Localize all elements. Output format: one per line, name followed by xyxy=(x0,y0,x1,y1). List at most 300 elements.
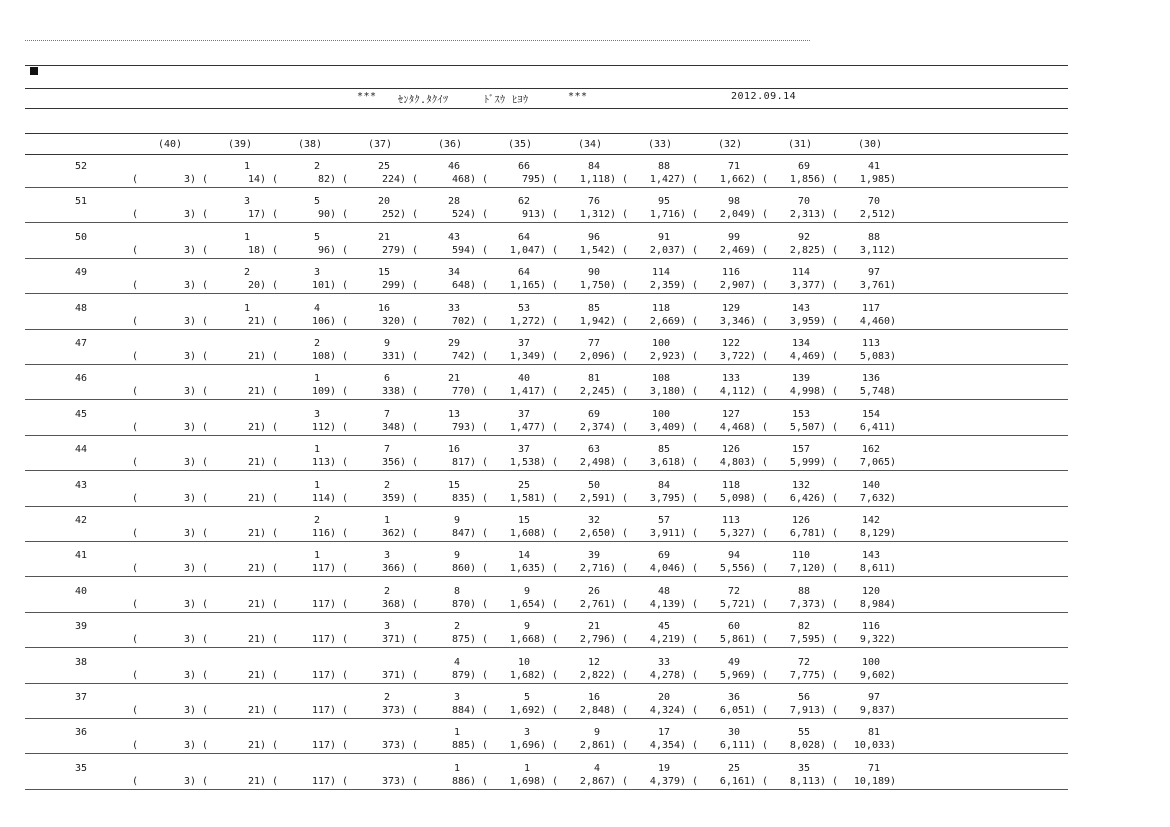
count-value: 25 xyxy=(517,479,530,491)
paren-close: ) xyxy=(260,740,267,752)
paren-close: ) xyxy=(820,669,827,681)
cumulative-value xyxy=(832,316,902,327)
cumulative-number: 835 xyxy=(451,492,471,504)
count-value: 36 xyxy=(727,692,740,703)
count-value: 69 xyxy=(797,161,810,172)
cumulative-number: 2,096 xyxy=(579,351,611,362)
paren-close: ) xyxy=(680,315,687,327)
paren-close: ) xyxy=(820,244,827,256)
paren-close: ) xyxy=(400,634,407,646)
paren-close: ) xyxy=(330,563,337,575)
paren-close: ) xyxy=(330,280,337,292)
count-value: 57 xyxy=(657,515,670,526)
paren-open: ( xyxy=(342,669,349,681)
paren-open: ( xyxy=(342,775,349,787)
cumulative-number: 2,591 xyxy=(579,492,611,504)
cumulative-number: 793 xyxy=(451,421,471,433)
paren-open: ( xyxy=(202,386,209,398)
cumulative-number: 1,716 xyxy=(649,209,681,221)
count-value: 5 xyxy=(523,692,530,703)
cumulative-value xyxy=(132,457,202,468)
paren-close: ) xyxy=(260,457,267,469)
cumulative-value xyxy=(202,422,272,433)
paren-close: ) xyxy=(470,457,477,469)
cumulative-number: 795 xyxy=(521,174,541,185)
cumulative-value xyxy=(482,457,552,468)
report-subtitle: ﾄﾞｽｳ ﾋﾖｳ xyxy=(484,95,529,106)
row-rule xyxy=(25,187,1068,188)
count-value: 97 xyxy=(867,692,880,703)
paren-open: ( xyxy=(202,740,209,752)
cumulative-number: 5,507 xyxy=(789,421,821,433)
count-value: 9 xyxy=(523,621,530,633)
cumulative-value xyxy=(762,528,832,539)
cumulative-value xyxy=(622,634,692,645)
count-value: 16 xyxy=(447,444,460,456)
row-rule xyxy=(25,576,1068,577)
paren-close: ) xyxy=(610,280,617,292)
cumulative-number: 21 xyxy=(247,634,261,646)
cumulative-value xyxy=(202,386,272,397)
cumulative-number: 468 xyxy=(451,174,471,185)
count-value: 3 xyxy=(523,727,530,739)
paren-open: ( xyxy=(552,740,559,752)
paren-close: ) xyxy=(890,563,897,575)
paren-open: ( xyxy=(342,280,349,292)
cumulative-value xyxy=(272,740,342,751)
cumulative-value xyxy=(132,174,202,185)
paren-close: ) xyxy=(330,315,337,327)
paren-close: ) xyxy=(190,244,197,256)
cumulative-number: 10,189 xyxy=(853,775,891,787)
cumulative-value xyxy=(622,563,692,574)
count-value: 84 xyxy=(587,161,600,172)
paren-close: ) xyxy=(680,740,687,752)
cumulative-value xyxy=(132,209,202,220)
cumulative-number: 2,923 xyxy=(649,351,681,362)
cumulative-value xyxy=(832,422,902,433)
count-value: 43 xyxy=(447,231,460,243)
cumulative-value xyxy=(762,457,832,468)
paren-open: ( xyxy=(132,705,139,716)
paren-open: ( xyxy=(762,669,769,681)
row-rule xyxy=(25,753,1068,754)
paren-close: ) xyxy=(190,563,197,575)
paren-open: ( xyxy=(202,528,209,539)
cumulative-number: 1,654 xyxy=(509,598,541,610)
cumulative-number: 885 xyxy=(451,740,471,752)
cumulative-value xyxy=(202,670,272,681)
cumulative-value xyxy=(272,245,342,256)
paren-close: ) xyxy=(750,457,757,469)
count-value: 2 xyxy=(313,338,320,349)
paren-close: ) xyxy=(890,740,897,752)
cumulative-value xyxy=(202,351,272,362)
cumulative-value xyxy=(832,776,902,787)
paren-open: ( xyxy=(622,563,629,575)
paren-open: ( xyxy=(622,386,629,398)
cumulative-value xyxy=(692,493,762,504)
paren-close: ) xyxy=(540,563,547,575)
cumulative-number: 1,682 xyxy=(509,669,541,681)
paren-close: ) xyxy=(470,315,477,327)
paren-open: ( xyxy=(412,634,419,646)
paren-open: ( xyxy=(692,244,699,256)
paren-close: ) xyxy=(400,740,407,752)
cumulative-value xyxy=(412,705,482,716)
count-value: 2 xyxy=(453,621,460,633)
cumulative-value xyxy=(762,776,832,787)
count-value: 20 xyxy=(657,692,670,703)
count-value: 88 xyxy=(867,231,880,243)
paren-open: ( xyxy=(552,775,559,787)
count-value: 9 xyxy=(523,585,530,597)
count-value: 3 xyxy=(243,196,250,208)
count-value: 95 xyxy=(657,196,670,208)
count-value: 81 xyxy=(867,727,880,739)
paren-close: ) xyxy=(330,740,337,752)
paren-open: ( xyxy=(622,634,629,646)
cumulative-number: 117 xyxy=(311,740,331,752)
paren-open: ( xyxy=(692,280,699,292)
cumulative-number: 366 xyxy=(381,563,401,575)
count-value: 37 xyxy=(517,338,530,349)
paren-open: ( xyxy=(692,421,699,433)
cumulative-number: 371 xyxy=(381,669,401,681)
cumulative-number: 847 xyxy=(451,528,471,539)
count-value: 15 xyxy=(447,479,460,491)
cumulative-value xyxy=(342,280,412,291)
paren-open: ( xyxy=(762,528,769,539)
cumulative-number: 4,139 xyxy=(649,598,681,610)
cumulative-number: 1,668 xyxy=(509,634,541,646)
count-value: 7 xyxy=(383,444,390,456)
cumulative-value xyxy=(272,670,342,681)
cumulative-number: 5,327 xyxy=(719,528,751,539)
cumulative-value xyxy=(412,351,482,362)
count-value: 85 xyxy=(587,302,600,314)
cumulative-value xyxy=(832,599,902,610)
cumulative-value xyxy=(132,528,202,539)
cumulative-value xyxy=(832,634,902,645)
count-value: 5 xyxy=(313,231,320,243)
cumulative-value xyxy=(482,316,552,327)
paren-open: ( xyxy=(692,315,699,327)
cumulative-number: 356 xyxy=(381,457,401,469)
cumulative-value xyxy=(622,245,692,256)
cumulative-value xyxy=(272,634,342,645)
paren-close: ) xyxy=(540,421,547,433)
cumulative-value xyxy=(342,245,412,256)
cumulative-number: 5,083 xyxy=(859,351,891,362)
paren-open: ( xyxy=(692,209,699,221)
paren-open: ( xyxy=(552,634,559,646)
cumulative-number: 5,861 xyxy=(719,634,751,646)
paren-open: ( xyxy=(272,740,279,752)
count-value: 62 xyxy=(517,196,530,208)
cumulative-value xyxy=(482,493,552,504)
paren-close: ) xyxy=(260,315,267,327)
count-value: 69 xyxy=(587,408,600,420)
cumulative-value xyxy=(412,174,482,185)
cumulative-value xyxy=(832,705,902,716)
paren-close: ) xyxy=(470,598,477,610)
row-label: 41 xyxy=(75,550,88,562)
cumulative-number: 112 xyxy=(311,421,331,433)
paren-close: ) xyxy=(680,528,687,539)
cumulative-value xyxy=(762,740,832,751)
cumulative-number: 96 xyxy=(317,244,331,256)
cumulative-number: 8,984 xyxy=(859,598,891,610)
cumulative-value xyxy=(552,563,622,574)
paren-open: ( xyxy=(692,351,699,362)
paren-close: ) xyxy=(750,421,757,433)
cumulative-number: 3,346 xyxy=(719,315,751,327)
paren-open: ( xyxy=(132,634,139,646)
paren-open: ( xyxy=(762,492,769,504)
cumulative-number: 5,969 xyxy=(719,669,751,681)
count-value: 136 xyxy=(861,373,880,385)
count-value: 25 xyxy=(377,161,390,172)
paren-close: ) xyxy=(190,457,197,469)
paren-close: ) xyxy=(190,386,197,398)
paren-close: ) xyxy=(260,598,267,610)
cumulative-number: 2,245 xyxy=(579,386,611,398)
count-value: 2 xyxy=(383,692,390,703)
paren-close: ) xyxy=(610,386,617,398)
cumulative-value xyxy=(202,776,272,787)
paren-open: ( xyxy=(272,351,279,362)
paren-close: ) xyxy=(190,492,197,504)
paren-open: ( xyxy=(692,634,699,646)
paren-open: ( xyxy=(832,244,839,256)
cumulative-number: 1,165 xyxy=(509,280,541,292)
count-value: 113 xyxy=(861,338,880,349)
paren-open: ( xyxy=(552,598,559,610)
count-value: 116 xyxy=(861,621,880,633)
cumulative-number: 3,409 xyxy=(649,421,681,433)
count-value: 1 xyxy=(523,762,530,774)
cumulative-number: 1,635 xyxy=(509,563,541,575)
cumulative-value xyxy=(412,422,482,433)
count-value: 118 xyxy=(651,302,670,314)
count-value: 53 xyxy=(517,302,530,314)
count-value: 157 xyxy=(791,444,810,456)
count-value: 88 xyxy=(797,585,810,597)
count-value: 2 xyxy=(383,479,390,491)
paren-open: ( xyxy=(202,209,209,221)
count-value: 134 xyxy=(791,338,810,349)
cumulative-number: 2,049 xyxy=(719,209,751,221)
cumulative-value xyxy=(132,386,202,397)
paren-open: ( xyxy=(272,244,279,256)
row-rule xyxy=(25,435,1068,436)
paren-close: ) xyxy=(470,386,477,398)
cumulative-value xyxy=(832,563,902,574)
cumulative-number: 884 xyxy=(451,705,471,716)
paren-open: ( xyxy=(552,457,559,469)
paren-close: ) xyxy=(610,563,617,575)
count-value: 143 xyxy=(861,550,880,562)
paren-close: ) xyxy=(750,563,757,575)
row-rule xyxy=(25,718,1068,719)
paren-close: ) xyxy=(680,634,687,646)
count-value: 96 xyxy=(587,231,600,243)
count-value: 126 xyxy=(791,515,810,526)
cumulative-value xyxy=(412,316,482,327)
row-rule xyxy=(25,789,1068,790)
cumulative-number: 1,692 xyxy=(509,705,541,716)
cumulative-number: 4,469 xyxy=(789,351,821,362)
paren-open: ( xyxy=(132,563,139,575)
paren-close: ) xyxy=(750,351,757,362)
paren-close: ) xyxy=(890,209,897,221)
paren-open: ( xyxy=(202,280,209,292)
paren-close: ) xyxy=(610,598,617,610)
cumulative-number: 3 xyxy=(184,740,191,752)
paren-open: ( xyxy=(482,351,489,362)
cumulative-number: 368 xyxy=(381,598,401,610)
column-header-rule-bottom xyxy=(25,154,1068,155)
count-value: 9 xyxy=(453,550,460,562)
cumulative-value xyxy=(342,493,412,504)
cumulative-number: 4,219 xyxy=(649,634,681,646)
paren-open: ( xyxy=(622,174,629,185)
cumulative-value xyxy=(762,351,832,362)
paren-open: ( xyxy=(132,174,139,185)
cumulative-value xyxy=(272,457,342,468)
paren-close: ) xyxy=(400,244,407,256)
paren-open: ( xyxy=(272,492,279,504)
count-value: 97 xyxy=(867,267,880,279)
count-value: 4 xyxy=(313,302,320,314)
paren-open: ( xyxy=(202,351,209,362)
paren-open: ( xyxy=(202,174,209,185)
paren-close: ) xyxy=(610,209,617,221)
cumulative-number: 4,998 xyxy=(789,386,821,398)
row-rule xyxy=(25,293,1068,294)
cumulative-value xyxy=(832,670,902,681)
paren-close: ) xyxy=(330,457,337,469)
cumulative-value xyxy=(412,280,482,291)
paren-open: ( xyxy=(482,280,489,292)
cumulative-value xyxy=(202,280,272,291)
paren-open: ( xyxy=(762,705,769,716)
count-value: 37 xyxy=(517,408,530,420)
cumulative-value xyxy=(692,174,762,185)
cumulative-number: 3 xyxy=(184,315,191,327)
paren-close: ) xyxy=(750,315,757,327)
paren-close: ) xyxy=(190,669,197,681)
count-value: 13 xyxy=(447,408,460,420)
paren-open: ( xyxy=(132,528,139,539)
paren-close: ) xyxy=(890,351,897,362)
cumulative-value xyxy=(202,740,272,751)
cumulative-value xyxy=(482,740,552,751)
paren-open: ( xyxy=(412,386,419,398)
cumulative-number: 362 xyxy=(381,528,401,539)
cumulative-value xyxy=(482,599,552,610)
paren-close: ) xyxy=(400,457,407,469)
paren-open: ( xyxy=(272,174,279,185)
paren-close: ) xyxy=(260,775,267,787)
cumulative-number: 8,611 xyxy=(859,563,891,575)
count-value: 19 xyxy=(657,762,670,774)
cumulative-number: 2,650 xyxy=(579,528,611,539)
count-value: 3 xyxy=(383,550,390,562)
paren-close: ) xyxy=(680,492,687,504)
paren-close: ) xyxy=(260,386,267,398)
count-value: 85 xyxy=(657,444,670,456)
cumulative-number: 7,775 xyxy=(789,669,821,681)
paren-open: ( xyxy=(832,740,839,752)
paren-open: ( xyxy=(482,669,489,681)
cumulative-value xyxy=(482,528,552,539)
cumulative-value xyxy=(762,670,832,681)
cumulative-value xyxy=(132,422,202,433)
cumulative-value xyxy=(552,245,622,256)
cumulative-number: 1,047 xyxy=(509,244,541,256)
cumulative-value xyxy=(552,528,622,539)
paren-open: ( xyxy=(482,705,489,716)
row-label: 35 xyxy=(75,762,88,774)
cumulative-value xyxy=(552,209,622,220)
cumulative-number: 6,161 xyxy=(719,775,751,787)
cumulative-value xyxy=(482,670,552,681)
black-square-marker xyxy=(30,67,38,75)
cumulative-number: 279 xyxy=(381,244,401,256)
cumulative-number: 3,911 xyxy=(649,528,681,539)
paren-close: ) xyxy=(610,492,617,504)
count-value: 100 xyxy=(651,408,670,420)
cumulative-value xyxy=(342,740,412,751)
count-value: 8 xyxy=(453,585,460,597)
count-value: 1 xyxy=(243,231,250,243)
paren-open: ( xyxy=(762,386,769,398)
cumulative-value xyxy=(412,528,482,539)
column-header: (33) xyxy=(647,139,673,150)
paren-open: ( xyxy=(412,563,419,575)
paren-close: ) xyxy=(610,705,617,716)
paren-close: ) xyxy=(260,669,267,681)
paren-close: ) xyxy=(330,174,337,185)
count-value: 94 xyxy=(727,550,740,562)
paren-close: ) xyxy=(190,634,197,646)
paren-open: ( xyxy=(132,280,139,292)
paren-close: ) xyxy=(750,705,757,716)
cumulative-value xyxy=(132,705,202,716)
paren-open: ( xyxy=(832,775,839,787)
paren-close: ) xyxy=(470,775,477,787)
count-value: 116 xyxy=(721,267,740,279)
count-value: 1 xyxy=(313,479,320,491)
count-value: 122 xyxy=(721,338,740,349)
paren-close: ) xyxy=(540,669,547,681)
paren-open: ( xyxy=(272,528,279,539)
paren-close: ) xyxy=(260,705,267,716)
paren-close: ) xyxy=(680,775,687,787)
paren-open: ( xyxy=(202,421,209,433)
paren-open: ( xyxy=(342,386,349,398)
report-title: ｾﾝﾀｸ.ﾀｸｲﾂ xyxy=(398,95,449,106)
cumulative-value xyxy=(692,528,762,539)
paren-close: ) xyxy=(540,492,547,504)
paren-close: ) xyxy=(260,492,267,504)
paren-open: ( xyxy=(132,209,139,221)
cumulative-number: 2,761 xyxy=(579,598,611,610)
count-value: 1 xyxy=(313,373,320,385)
cumulative-value xyxy=(762,563,832,574)
